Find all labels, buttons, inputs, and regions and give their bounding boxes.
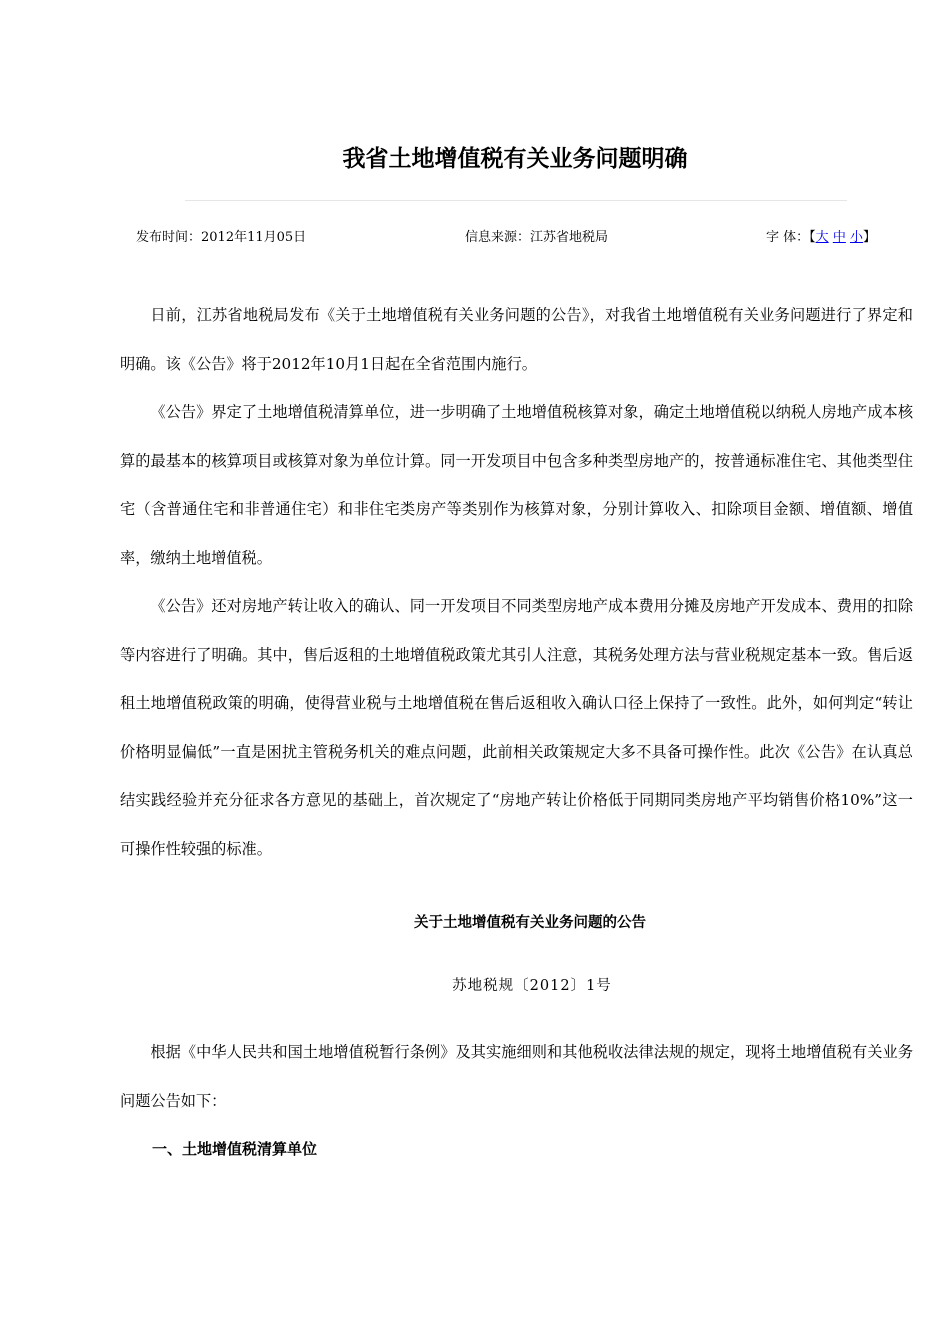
publish-date: 发布时间：2012年11月05日	[136, 230, 307, 245]
notice-title: 关于土地增值税有关业务问题的公告	[414, 915, 646, 931]
font-size-bracket-close: 】	[862, 230, 876, 245]
article-paragraph-1: 日前，江苏省地税局发布《关于土地增值税有关业务问题的公告》，对我省土地增值税有关业务问题进行了界定和明确。该《公告》将于2012年10月1日起在全省范围内施行。	[120, 306, 913, 373]
article-paragraph-2: 《公告》界定了土地增值税清算单位，进一步明确了土地增值税核算对象，确定土地增值税以纳税人房地产成本核算的最基本的核算项目或核算对象为单位计算。同一开发项目中包含多种类型房地产的，按普通标准住宅、其他类型住宅（含普通住宅和非普通住宅）和非住宅类房产等类别作为核算对象，分别计算收入、扣除项目金额、增值额、增值率，缴纳土地增值税。	[120, 403, 913, 567]
font-large-link[interactable]: 大	[815, 230, 829, 245]
notice-body	[120, 1028, 913, 1125]
info-source: 信息来源：江苏省地税局	[465, 230, 609, 245]
notice-document-number: 苏地税规〔2012〕1号	[452, 978, 612, 994]
font-size-bracket-open: 【	[809, 230, 816, 245]
font-small-link[interactable]: 小	[849, 230, 863, 245]
font-medium-link[interactable]: 中	[832, 230, 846, 245]
title-divider	[185, 200, 847, 201]
article-paragraph-3: 《公告》还对房地产转让收入的确认、同一开发项目不同类型房地产成本费用分摊及房地产开发成本、费用的扣除等内容进行了明确。其中，售后返租的土地增值税政策尤其引人注意，其税务处理方法与营业税规定基本一致。售后返租土地增值税政策的明确，使得营业税与土地增值税在售后返租收入确认口径上保持了一致性。此外，如何判定“转让价格明显偏低”一直是困扰主管税务机关的难点问题，此前相关政策规定大多不具备可操作性。此次《公告》在认真总结实践经验并充分征求各方意见的基础上，首次规定了“房地产转让价格低于同期同类房地产平均销售价格10%”这一可操作性较强的标准。	[120, 597, 913, 858]
font-size-selector	[766, 229, 876, 247]
font-size-label: 字 体：	[766, 230, 810, 245]
article-body	[120, 291, 913, 873]
article-title: 我省土地增值税有关业务问题明确	[342, 146, 688, 172]
section-heading-1: 一、土地增值税清算单位	[152, 1140, 318, 1158]
notice-intro: 根据《中华人民共和国土地增值税暂行条例》及其实施细则和其他税收法律法规的规定，现将土地增值税有关业务问题公告如下：	[120, 1043, 913, 1110]
